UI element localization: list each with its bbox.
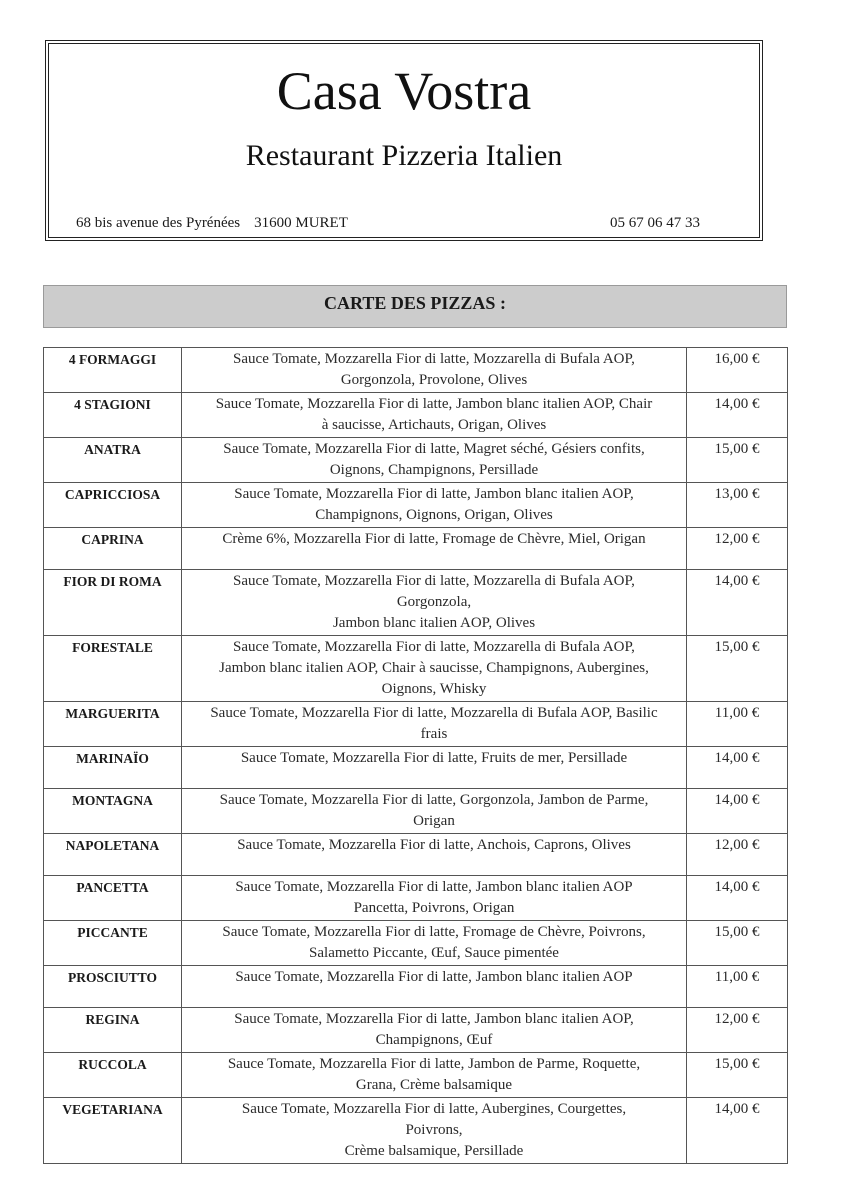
pizza-description-line: Sauce Tomate, Mozzarella Fior di latte, Jambon blanc italien AOP, Chair (215, 396, 653, 412)
pizza-description-line: Sauce Tomate, Mozzarella Fior di latte, Gorgonzola, Jambon de Parme, (219, 792, 649, 808)
restaurant-name: Casa Vostra (276, 61, 532, 121)
pizza-description (182, 876, 687, 921)
pizza-description-line: Sauce Tomate, Mozzarella Fior di latte, Jambon blanc italien AOP (235, 969, 633, 985)
pizza-description-line: Sauce Tomate, Mozzarella Fior di latte, Mozzarella di Bufala AOP, (233, 573, 635, 589)
pizza-price: 15,00 € (687, 921, 788, 966)
pizza-price: 12,00 € (687, 528, 788, 570)
pizza-description-line: Pancetta, Poivrons, Origan (353, 900, 515, 916)
pizza-row (44, 1098, 788, 1164)
pizza-name: PANCETTA (44, 876, 182, 921)
section-title: CARTE DES PIZZAS : (43, 285, 787, 328)
pizza-description (182, 348, 687, 393)
pizza-row (44, 438, 788, 483)
pizza-description-line: Salametto Piccante, Œuf, Sauce pimentée (309, 945, 559, 961)
pizza-row (44, 528, 788, 570)
pizza-price: 12,00 € (687, 834, 788, 876)
pizza-description (182, 1008, 687, 1053)
pizza-name: MARINAÏO (44, 747, 182, 789)
address-street: 68 bis avenue des Pyrénées (76, 215, 241, 231)
pizza-description (182, 921, 687, 966)
pizza-description-line: Sauce Tomate, Mozzarella Fior di latte, Jambon blanc italien AOP, (234, 1011, 634, 1027)
pizza-row (44, 747, 788, 789)
pizza-description-line: Sauce Tomate, Mozzarella Fior di latte, Aubergines, Courgettes, (241, 1101, 627, 1117)
pizza-name: VEGETARIANA (44, 1098, 182, 1164)
pizza-price: 12,00 € (687, 1008, 788, 1053)
pizza-price: 15,00 € (687, 636, 788, 702)
pizza-price: 11,00 € (687, 966, 788, 1008)
pizza-description (182, 438, 687, 483)
pizza-description (182, 747, 687, 789)
pizza-price: 14,00 € (687, 747, 788, 789)
pizza-description-line: Sauce Tomate, Mozzarella Fior di latte, Magret séché, Gésiers confits, (223, 441, 645, 457)
pizza-row (44, 876, 788, 921)
pizza-name: 4 FORMAGGI (44, 348, 182, 393)
pizza-name: 4 STAGIONI (44, 393, 182, 438)
pizza-description (182, 528, 687, 570)
pizza-name: MONTAGNA (44, 789, 182, 834)
pizza-name: ANATRA (44, 438, 182, 483)
restaurant-header (45, 40, 763, 241)
pizza-description (182, 1053, 687, 1098)
pizza-name: PICCANTE (44, 921, 182, 966)
pizza-price: 14,00 € (687, 570, 788, 636)
pizza-description-line: Origan (413, 813, 455, 829)
pizza-menu-table (43, 347, 788, 1164)
pizza-name: REGINA (44, 1008, 182, 1053)
pizza-description-line: Crème balsamique, Persillade (344, 1143, 524, 1159)
pizza-description (182, 789, 687, 834)
pizza-price: 14,00 € (687, 789, 788, 834)
pizza-description (182, 570, 687, 636)
pizza-description-line: à saucisse, Artichauts, Origan, Olives (321, 417, 547, 433)
pizza-description-line: Gorgonzola, (396, 594, 472, 610)
pizza-description-line: Sauce Tomate, Mozzarella Fior di latte, Jambon blanc italien AOP, (234, 486, 634, 502)
pizza-description (182, 702, 687, 747)
pizza-row (44, 636, 788, 702)
pizza-description (182, 834, 687, 876)
pizza-description-line: frais (420, 726, 448, 742)
pizza-description (182, 393, 687, 438)
pizza-price: 15,00 € (687, 1053, 788, 1098)
restaurant-header-inner (48, 43, 760, 238)
pizza-row (44, 702, 788, 747)
pizza-description-line: Sauce Tomate, Mozzarella Fior di latte, Fromage de Chèvre, Poivrons, (222, 924, 646, 940)
pizza-name: FORESTALE (44, 636, 182, 702)
pizza-name: CAPRICCIOSA (44, 483, 182, 528)
pizza-description-line: Champignons, Oignons, Origan, Olives (315, 507, 553, 523)
pizza-price: 16,00 € (687, 348, 788, 393)
pizza-description (182, 1098, 687, 1164)
address-city: 31600 MURET (254, 215, 348, 231)
pizza-row (44, 483, 788, 528)
pizza-description-line: Jambon blanc italien AOP, Chair à saucisse, Champignons, Aubergines, (219, 660, 649, 676)
pizza-description-line: Oignons, Champignons, Persillade (329, 462, 539, 478)
pizza-name: MARGUERITA (44, 702, 182, 747)
pizza-row (44, 1008, 788, 1053)
pizza-description-line: Sauce Tomate, Mozzarella Fior di latte, Jambon blanc italien AOP (235, 879, 633, 895)
pizza-price: 14,00 € (687, 1098, 788, 1164)
pizza-description-line: Sauce Tomate, Mozzarella Fior di latte, Mozzarella di Bufala AOP, (233, 639, 635, 655)
pizza-name: NAPOLETANA (44, 834, 182, 876)
pizza-name: FIOR DI ROMA (44, 570, 182, 636)
pizza-name: CAPRINA (44, 528, 182, 570)
pizza-row (44, 789, 788, 834)
restaurant-phone: 05 67 06 47 33 (610, 215, 700, 231)
pizza-row (44, 834, 788, 876)
pizza-description (182, 483, 687, 528)
pizza-description-line: Sauce Tomate, Mozzarella Fior di latte, Mozzarella di Bufala AOP, Basilic (210, 705, 658, 721)
pizza-description-line: Sauce Tomate, Mozzarella Fior di latte, Mozzarella di Bufala AOP, (233, 351, 635, 367)
pizza-name: RUCCOLA (44, 1053, 182, 1098)
pizza-row (44, 348, 788, 393)
pizza-price: 11,00 € (687, 702, 788, 747)
pizza-description-line: Sauce Tomate, Mozzarella Fior di latte, Jambon de Parme, Roquette, (227, 1056, 641, 1072)
pizza-row (44, 966, 788, 1008)
pizza-row (44, 570, 788, 636)
pizza-description (182, 966, 687, 1008)
pizza-price: 14,00 € (687, 393, 788, 438)
pizza-description-line: Crème 6%, Mozzarella Fior di latte, Fromage de Chèvre, Miel, Origan (222, 531, 646, 547)
pizza-row (44, 1053, 788, 1098)
pizza-description-line: Champignons, Œuf (375, 1032, 493, 1048)
pizza-description-line: Jambon blanc italien AOP, Olives (332, 615, 536, 631)
pizza-price: 14,00 € (687, 876, 788, 921)
pizza-name: PROSCIUTTO (44, 966, 182, 1008)
pizza-description-line: Grana, Crème balsamique (355, 1077, 513, 1093)
pizza-row (44, 921, 788, 966)
pizza-description-line: Oignons, Whisky (381, 681, 487, 697)
pizza-row (44, 393, 788, 438)
pizza-price: 13,00 € (687, 483, 788, 528)
pizza-description (182, 636, 687, 702)
pizza-price: 15,00 € (687, 438, 788, 483)
pizza-description-line: Poivrons, (405, 1122, 463, 1138)
restaurant-subtitle: Restaurant Pizzeria Italien (245, 139, 563, 172)
restaurant-address (76, 214, 348, 232)
pizza-description-line: Sauce Tomate, Mozzarella Fior di latte, Fruits de mer, Persillade (240, 750, 628, 766)
pizza-description-line: Gorgonzola, Provolone, Olives (340, 372, 528, 388)
pizza-description-line: Sauce Tomate, Mozzarella Fior di latte, Anchois, Caprons, Olives (237, 837, 631, 853)
